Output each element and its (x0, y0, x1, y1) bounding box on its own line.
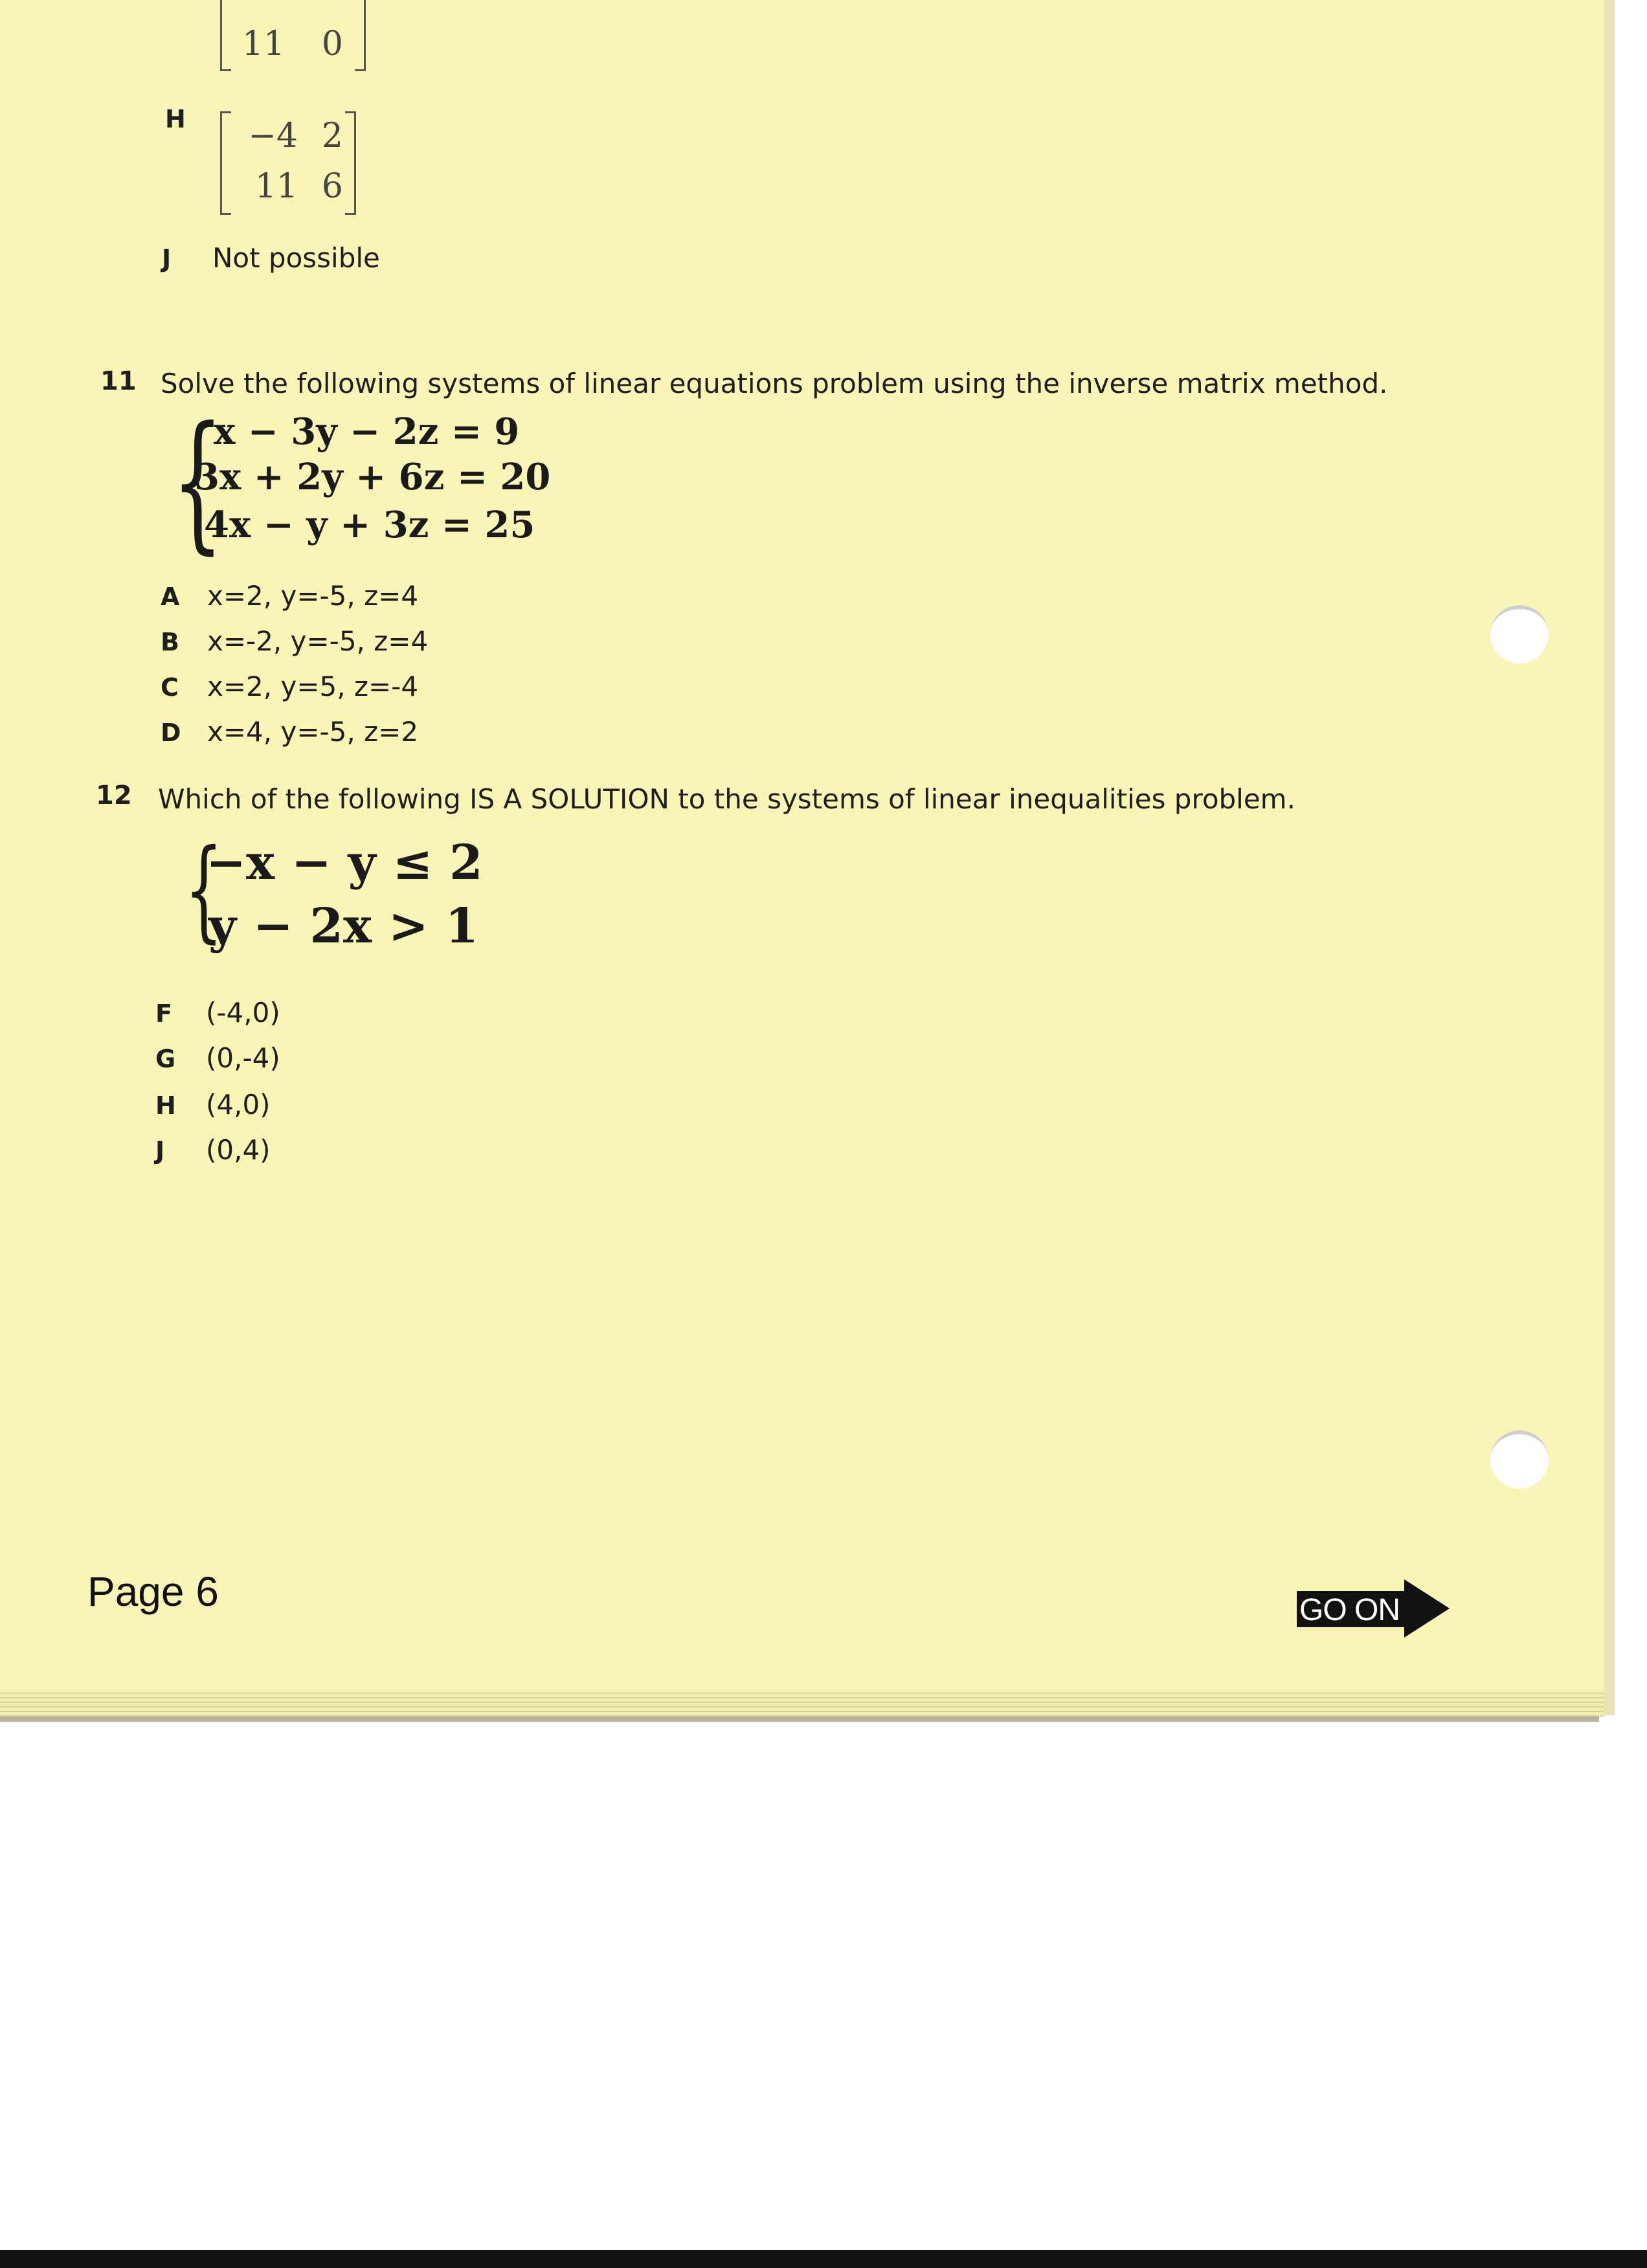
binder-hole-top (1490, 605, 1549, 663)
option-F-text[interactable]: (-4,0) (206, 997, 280, 1028)
option-letter-C[interactable]: C (161, 673, 179, 702)
matrix-cell: 11 (241, 25, 285, 63)
question-number: 11 (100, 366, 137, 396)
arrow-right-icon (1404, 1579, 1450, 1638)
matrix-cell: 0 (321, 25, 343, 63)
option-A-text[interactable]: x=2, y=-5, z=4 (207, 580, 419, 612)
option-J-text[interactable]: (0,4) (206, 1134, 271, 1166)
go-on-marker (1297, 1579, 1450, 1638)
option-D-text[interactable]: x=4, y=-5, z=2 (207, 716, 419, 748)
question-number: 12 (96, 781, 132, 810)
option-letter-A[interactable]: A (161, 583, 180, 611)
matrix-cell: 2 (321, 117, 343, 155)
option-H-text[interactable]: (4,0) (206, 1089, 271, 1120)
option-B-text[interactable]: x=-2, y=-5, z=4 (207, 625, 429, 657)
page-number: Page 6 (87, 1568, 219, 1615)
page-bottom-shadow (0, 1717, 1599, 1722)
option-letter-H[interactable]: H (165, 105, 186, 133)
matrix-cell: 6 (321, 167, 343, 206)
binder-hole-bottom (1490, 1430, 1549, 1489)
option-letter-F[interactable]: F (155, 999, 172, 1028)
option-J-text[interactable]: Not possible (212, 242, 380, 274)
option-letter-J[interactable]: J (155, 1137, 165, 1165)
matrix-option-H (220, 111, 356, 215)
matrix-cell: −4 (248, 117, 298, 155)
stacked-pages-edge (0, 1689, 1604, 1717)
equation-3: 4x − y + 3z = 25 (204, 504, 535, 546)
scanner-bottom-bar (0, 2250, 1647, 2268)
matrix-option-G-partial (220, 0, 366, 71)
page-edge-shadow (1604, 0, 1615, 1715)
option-letter-J[interactable]: J (162, 245, 172, 273)
equation-2: 3x + 2y + 6z = 20 (194, 456, 551, 498)
option-letter-G[interactable]: G (155, 1045, 176, 1073)
question-prompt: Which of the following IS A SOLUTION to the systems of linear inequalities problem. (158, 783, 1295, 815)
option-C-text[interactable]: x=2, y=5, z=-4 (207, 671, 419, 702)
question-prompt: Solve the following systems of linear equations problem using the inverse matrix method. (161, 368, 1388, 399)
option-letter-H[interactable]: H (155, 1091, 176, 1120)
equation-1: x − 3y − 2z = 9 (214, 410, 520, 453)
option-letter-B[interactable]: B (161, 628, 179, 656)
matrix-cell: 11 (254, 167, 298, 206)
system-brace: { (172, 395, 224, 568)
option-G-text[interactable]: (0,-4) (206, 1042, 280, 1074)
option-letter-D[interactable]: D (161, 718, 181, 747)
inequality-1: −x − y ≤ 2 (206, 835, 483, 891)
inequality-2: y − 2x > 1 (208, 898, 479, 954)
system-brace: { (185, 826, 223, 954)
go-on-label: GO ON (1299, 1593, 1400, 1627)
